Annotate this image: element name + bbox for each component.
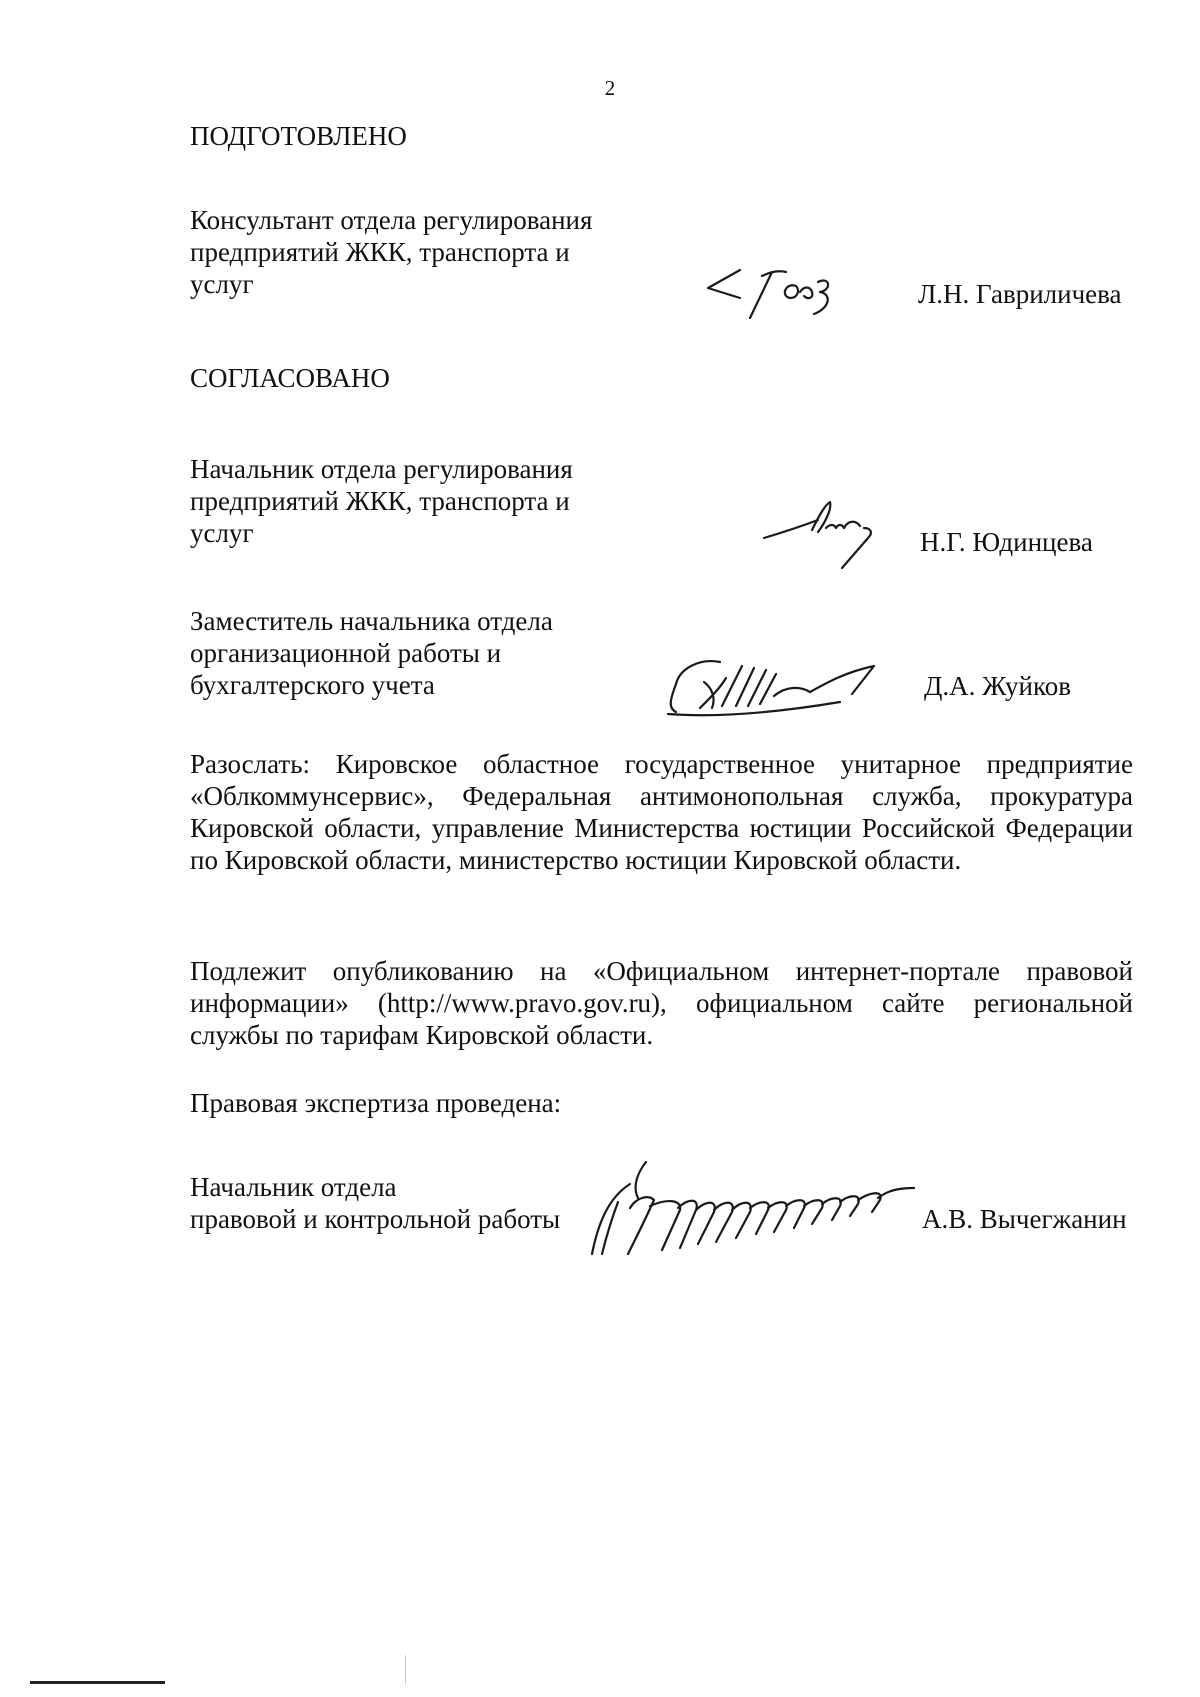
signature-vychegzhanin: [588, 1158, 918, 1258]
signatory-1-position-line-1: Начальник отдела регулирования: [190, 454, 573, 484]
signatory-2-position-line-3: бухгалтерского учета: [190, 670, 435, 700]
prepared-name: Л.Н. Гавриличева: [918, 279, 1122, 309]
agreed-heading: СОГЛАСОВАНО: [190, 363, 390, 393]
signature-yudintseva: [760, 498, 890, 578]
legal-review-position-line-2: правовой и контрольной работы: [190, 1204, 561, 1234]
signatory-1-position-line-3: услуг: [190, 518, 254, 548]
signature-zhuykov: [660, 652, 910, 722]
signatory-1-name: Н.Г. Юдинцева: [920, 527, 1093, 557]
publication-paragraph: [190, 955, 1133, 1051]
legal-review-statement: Правовая экспертиза проведена:: [190, 1088, 562, 1118]
signatory-2-name: Д.А. Жуйков: [924, 671, 1071, 701]
legal-review-name: А.В. Вычегжанин: [922, 1204, 1127, 1234]
prepared-position-line-1: Консультант отдела регулирования: [190, 205, 593, 235]
bottom-rule: [30, 1681, 165, 1684]
signatory-2-position-line-2: организационной работы и: [190, 638, 502, 668]
prepared-position-line-2: предприятий ЖКК, транспорта и: [190, 237, 570, 267]
prepared-heading: ПОДГОТОВЛЕНО: [190, 121, 407, 151]
scan-artifact: [405, 1655, 406, 1685]
page-number: 2: [604, 76, 616, 100]
distribution-paragraph: [190, 748, 1133, 876]
signatory-1-position-line-2: предприятий ЖКК, транспорта и: [190, 486, 570, 516]
prepared-position-line-3: услуг: [190, 269, 254, 299]
signatory-2-position-line-1: Заместитель начальника отдела: [190, 606, 553, 636]
signature-gavrilicheva: [700, 262, 860, 322]
legal-review-position-line-1: Начальник отдела: [190, 1172, 397, 1202]
distribution-text: Разослать: Кировское областное государственное унитарное предприятие «Облкоммунсервис», Федеральная антимонопольная служба, прокуратура Кировской области, управление Министерства юстиции Российской Федерации по Кировской области, министерство юстиции Кировской области.: [190, 749, 1133, 875]
publication-text: Подлежит опубликованию на «Официальном интернет-портале правовой информации» (http://www.pravo.gov.ru), официальном сайте региональной службы по тарифам Кировской области.: [190, 956, 1133, 1050]
